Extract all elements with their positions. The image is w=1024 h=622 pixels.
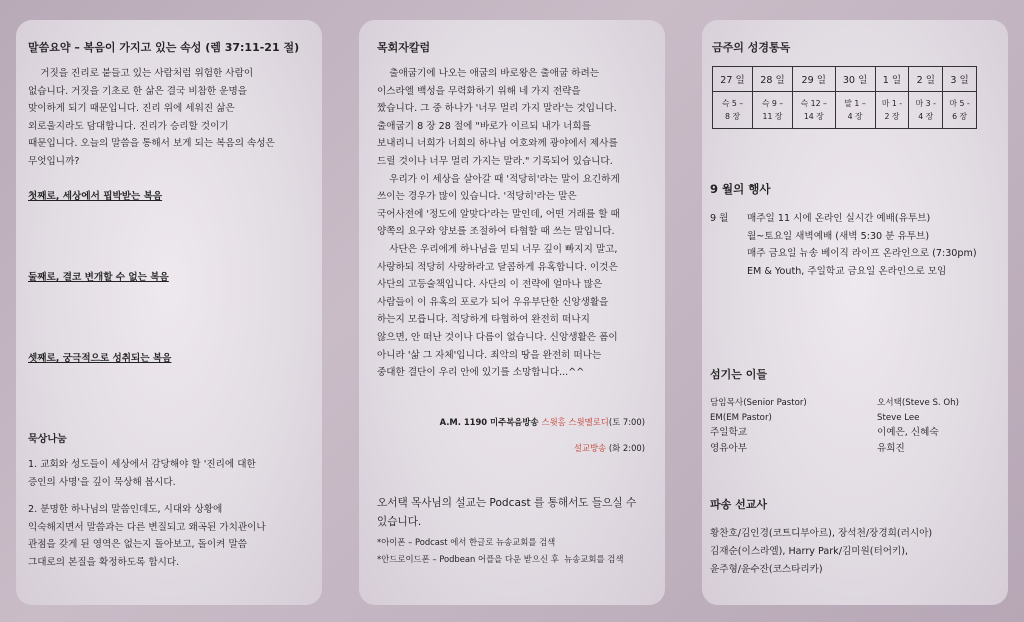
sermon-program: 설교방송 (573, 443, 607, 453)
events-list (747, 210, 977, 280)
reading-chapter: 8 장 (725, 112, 740, 121)
text-line: 아니라 '삶 그 자체'입니다. 죄악의 땅을 완전히 떠나는 (377, 349, 602, 361)
reading-cell (875, 92, 909, 129)
text-line: 이스라엘 백성을 무력화하기 위해 네 가지 전략을 (377, 85, 581, 97)
text-line: 않으면, 안 떠난 것이나 다름이 없습니다. 신앙생활은 폼이 (377, 331, 618, 343)
meditation-item-1 (28, 456, 256, 491)
reading-book: 마 5 - (949, 99, 970, 108)
reading-chapter: 4 장 (918, 112, 934, 121)
server-name: 유희진 (877, 443, 905, 454)
reading-book: 슥 12 – (800, 99, 827, 108)
sermon-summary-title: 말씀요약 – 복음이 가지고 있는 속성 (렘 37:11-21 절) (28, 41, 300, 54)
text-line: 2. 분명한 하나님의 말씀인데도, 시대와 상황에 (28, 504, 223, 515)
reading-chapter: 11 장 (762, 112, 783, 121)
bible-reading-title: 금주의 성경통독 (712, 41, 791, 54)
reading-cell (835, 92, 875, 129)
text-line: 국어사전에 '정도에 알맞다'라는 말인데, 어떤 거래를 할 때 (377, 208, 620, 220)
reading-book: 슥 5 – (721, 99, 744, 108)
text-line: 우리가 이 세상을 살아갈 때 '적당히'라는 말이 요긴하게 (377, 173, 620, 185)
reading-cell (943, 92, 977, 129)
sermon-time: (화 2:00) (606, 443, 645, 453)
text-line: 있습니다. (377, 516, 422, 528)
text-line: 출애굽기 8 장 28 절에 "바로가 이르되 내가 너희를 (377, 120, 591, 132)
text-line: 거짓을 진리로 붙들고 있는 사람처럼 위험한 사람이 (28, 68, 254, 79)
text-line: 쓰이는 경우가 많이 있습니다. '적당히'라는 말은 (377, 191, 577, 203)
sermon-broadcast (574, 442, 645, 454)
day-cell: 28 일 (753, 67, 793, 92)
reading-book: 마 3 - (915, 99, 936, 108)
day-cell: 3 일 (943, 67, 977, 92)
radio-program: 스윗홈 스윗멜로디 (541, 417, 609, 427)
reading-chapter: 14 장 (803, 112, 824, 121)
text-line: 출애굽기에 나오는 애굽의 바로왕은 출애굽 하려는 (377, 68, 600, 79)
android-note: *안드로이드폰 – Podbean 어플을 다운 받으신 후 뉴송교회를 검색 (377, 554, 624, 564)
text-line: 익숙해지면서 말씀과는 다른 변질되고 왜곡된 가치관이나 (28, 521, 266, 533)
sermon-summary-panel (16, 20, 322, 605)
text-line: 양쪽의 요구와 양보를 조절하여 타협할 때 쓰는 말입니다. (377, 226, 615, 238)
text-line: 때문입니다. 오늘의 말씀을 통해서 보게 되는 복음의 속성은 (28, 138, 275, 150)
text-line: 그대로의 본질을 확정하도록 합시다. (28, 556, 180, 568)
reading-cell (753, 92, 793, 129)
day-cell: 2 일 (909, 67, 943, 92)
server-name: 이예은, 신혜숙 (877, 427, 939, 438)
text-line: 사람들이 이 유혹의 포로가 되어 우유부단한 신앙생활을 (377, 296, 609, 308)
info-panel (702, 20, 1008, 605)
event-item: 월~토요일 새벽예배 (새벽 5:30 분 유투브) (747, 230, 930, 242)
events-month: 9 월 (710, 213, 729, 224)
podcast-info (377, 494, 636, 532)
text-line: 오서택 목사님의 설교는 Podcast 를 통해서도 들으실 수 (377, 497, 637, 509)
events-title: 9 월의 행사 (710, 182, 771, 196)
missionary-line: 황찬호/김인경(코트디부아르), 장석천/장경희(러시아) (710, 528, 933, 539)
reading-cell (713, 92, 753, 129)
day-cell: 30 일 (835, 67, 875, 92)
event-item: 매주 금요일 뉴송 베이직 라이프 온라인으로 (7:30pm) (747, 248, 977, 260)
reading-cell (793, 92, 836, 129)
sermon-intro (28, 65, 275, 171)
text-line: 무엇입니까? (28, 155, 80, 167)
reading-chapter: 4 장 (847, 112, 863, 121)
servers-names (877, 396, 959, 457)
missionaries-list (710, 525, 932, 579)
radio-station: A.M. 1190 미주복음방송 (439, 417, 542, 427)
missionary-line: 김재순(이스라엘), Harry Park/김미원(터어키), (710, 546, 909, 557)
reading-chapter: 2 장 (884, 112, 900, 121)
reading-book: 마 1 - (881, 99, 903, 108)
radio-time: (토 7:00) (608, 417, 645, 427)
event-item: EM & Youth, 주일학교 금요일 온라인으로 모임 (747, 265, 947, 277)
text-line: 보내리니 너희가 너희의 하나님 여호와께 광야에서 제사를 (377, 138, 618, 150)
day-cell: 27 일 (713, 67, 753, 92)
text-line: 사랑하되 적당히 사랑하라고 달콤하게 유혹합니다. 이것은 (377, 261, 618, 273)
reading-chapter: 6 장 (952, 112, 968, 121)
day-cell: 1 일 (875, 67, 909, 92)
server-role: 영유아부 (710, 443, 748, 454)
server-role: 주일학교 (710, 427, 748, 438)
text-line: 짰습니다. 그 중 하나가 '너무 멀리 가지 말라'는 것입니다. (377, 103, 617, 115)
text-line: 외로울지라도 담대합니다. 진리가 승리할 것이기 (28, 120, 229, 132)
reading-book: 말 1 – (844, 99, 866, 108)
reading-book: 슥 9 – (761, 99, 784, 108)
missionaries-title: 파송 선교사 (710, 498, 767, 511)
bible-reading-table (712, 66, 977, 129)
server-role: 담임목사(Senior Pastor) (710, 398, 807, 408)
text-line: 하는지 모릅니다. 적당하게 타협하여 완전히 떠나지 (377, 314, 590, 326)
reading-cell (909, 92, 943, 129)
sermon-point-3: 셋째로, 궁극적으로 성취되는 복음 (28, 353, 172, 364)
servers-title: 섬기는 이들 (710, 368, 767, 381)
pastor-column-title: 목회자칼럼 (377, 41, 431, 54)
sermon-point-2: 둘째로, 결코 변개할 수 없는 복음 (28, 272, 169, 283)
text-line: 관점을 갖게 된 영역은 없는지 돌아보고, 돌이켜 말씀 (28, 539, 248, 551)
server-role: EM(EM Pastor) (710, 412, 772, 423)
text-line: 증인의 사명'을 깊이 묵상해 봅시다. (28, 476, 176, 488)
text-line: 중대한 결단이 우리 안에 있기를 소망합니다...^^ (377, 367, 585, 379)
text-line: 사단은 우리에게 하나님을 믿되 너무 깊이 빠지지 말고, (377, 243, 618, 255)
pastor-column-panel (359, 20, 665, 605)
missionary-line: 윤주형/윤수잔(코스타리카) (710, 564, 823, 575)
event-item: 매주일 11 시에 온라인 실시간 예배(유투브) (747, 213, 931, 224)
server-name: Steve Lee (877, 412, 920, 423)
text-line: 드릴 것이나 너무 멀리 가지는 말라." 기록되어 있습니다. (377, 155, 613, 167)
sermon-point-1: 첫째로, 세상에서 핍박받는 복음 (28, 191, 163, 202)
text-line: 1. 교회와 성도들이 세상에서 감당해야 할 '진리에 대한 (28, 459, 256, 470)
text-line: 맞이하게 되기 때문입니다. 진리 위에 세워진 삶은 (28, 103, 235, 115)
day-cell: 29 일 (793, 67, 836, 92)
servers-roles (710, 396, 807, 457)
meditation-item-2 (28, 501, 266, 571)
text-line: 없습니다. 거짓을 기초로 한 삶은 결국 비참한 운명을 (28, 85, 248, 97)
server-name: 오서택(Steve S. Oh) (877, 398, 959, 408)
radio-broadcast (440, 416, 645, 428)
text-line: 사단의 고등술책입니다. 사단의 이 전략에 얼마나 많은 (377, 279, 603, 291)
pastor-column-body (377, 65, 620, 382)
iphone-note: *아이폰 – Podcast 에서 한글로 뉴송교회를 검색 (377, 537, 556, 547)
meditation-title: 묵상나눔 (28, 434, 67, 445)
